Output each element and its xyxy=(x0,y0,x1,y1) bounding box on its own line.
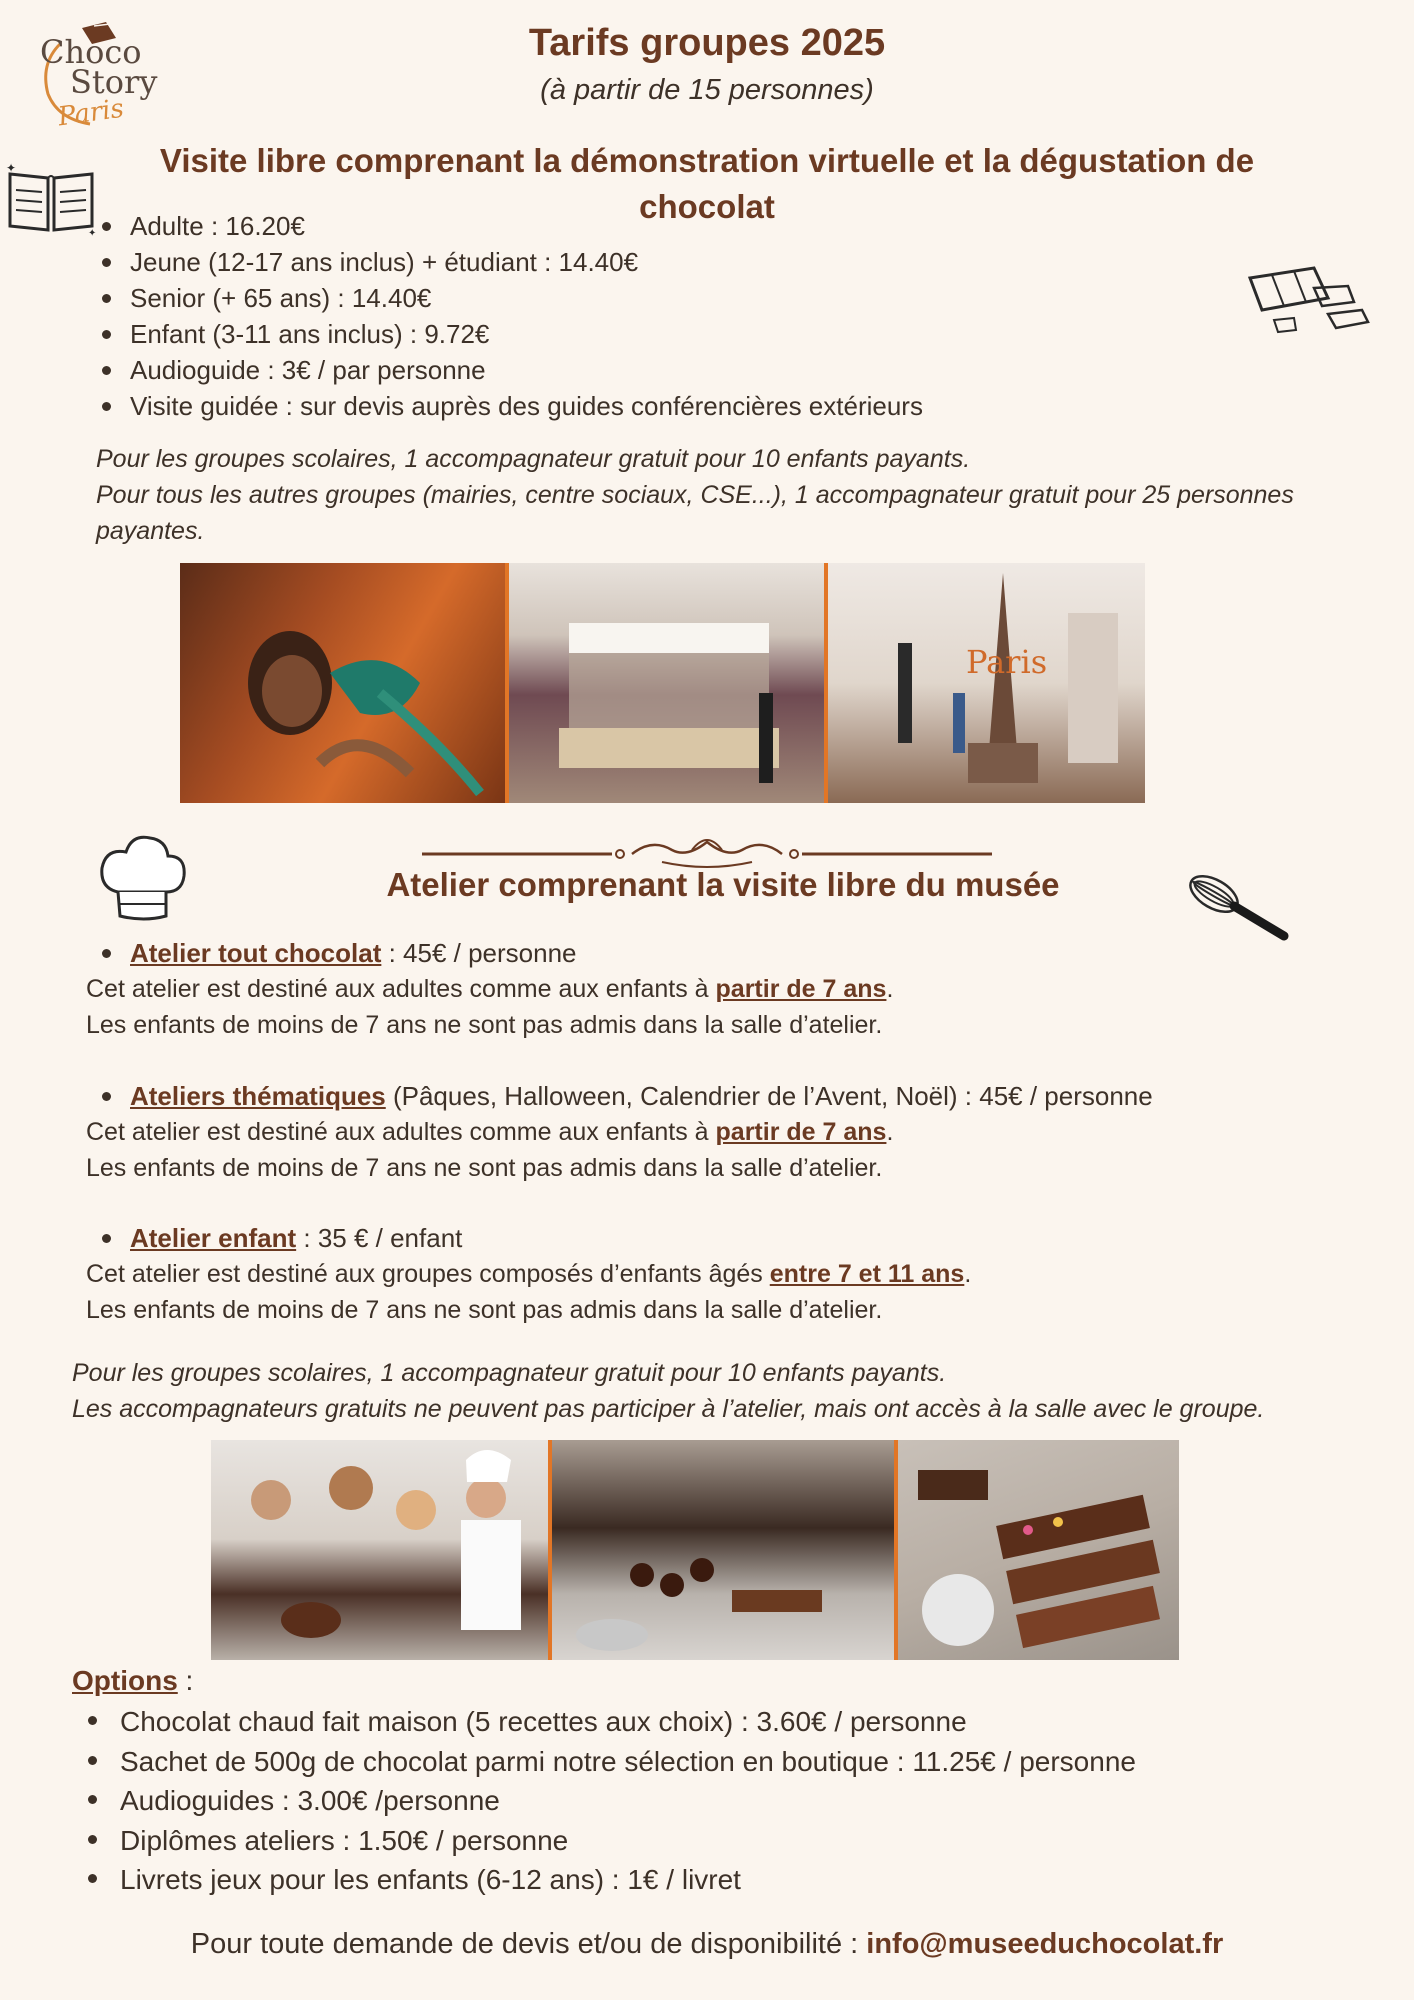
photo-museum-showcase xyxy=(509,563,824,803)
page-title: Tarifs groupes 2025 xyxy=(528,22,886,64)
atelier-item xyxy=(98,935,1366,971)
list-item: Visite guidée : sur devis auprès des guides conférencières extérieurs xyxy=(98,388,1198,424)
atelier-name: Atelier enfant xyxy=(130,1223,297,1253)
visite-heading-line2: chocolat xyxy=(639,188,775,225)
footer-text: Pour toute demande de devis et/ou de disponibilité : xyxy=(190,1928,867,1960)
atelier-desc-age: partir de 7 ans xyxy=(715,1118,887,1146)
contact-email-link[interactable]: info@museeduchocolat.fr xyxy=(866,1928,1224,1960)
visite-note-scolaire: Pour les groupes scolaires, 1 accompagnateur gratuit pour 10 enfants payants. xyxy=(96,445,971,473)
atelier-desc-end: . xyxy=(964,1260,972,1288)
atelier-photo-strip xyxy=(211,1440,1179,1660)
atelier-rule: Les enfants de moins de 7 ans ne sont pas admis dans la salle d’atelier. xyxy=(86,1011,883,1039)
list-item: Chocolat chaud fait maison (5 recettes aux choix) : 3.60€ / personne xyxy=(84,1702,1384,1742)
atelier-heading: Atelier comprenant la visite libre du musée xyxy=(386,866,1060,903)
atelier-price: : 35 € / enfant xyxy=(296,1223,463,1253)
atelier-block-3 xyxy=(86,1220,1366,1328)
visite-note-groupes: Pour tous les autres groupes (mairies, centre sociaux, CSE...), 1 accompagnateur gratuit pour 25 personnes payantes. xyxy=(96,481,1294,545)
page-subtitle: (à partir de 15 personnes) xyxy=(540,74,874,106)
atelier-desc xyxy=(86,1256,1366,1292)
list-item: Diplômes ateliers : 1.50€ / personne xyxy=(84,1821,1384,1861)
atelier-desc-text: Cet atelier est destiné aux adultes comme aux enfants à xyxy=(86,1118,716,1146)
atelier-desc-text: Cet atelier est destiné aux groupes composés d’enfants âgés xyxy=(86,1260,770,1288)
list-item: Livrets jeux pour les enfants (6-12 ans) : 1€ / livret xyxy=(84,1860,1384,1900)
photo-chocolate-bars xyxy=(898,1440,1179,1660)
photo-atelier-team xyxy=(211,1440,548,1660)
atelier-block-1 xyxy=(86,935,1366,1043)
list-item: Audioguide : 3€ / par personne xyxy=(98,352,1198,388)
photo-child-bird xyxy=(180,563,505,803)
chocolate-bar-icon xyxy=(1244,258,1374,343)
atelier-desc-age: entre 7 et 11 ans xyxy=(769,1260,965,1288)
options-heading xyxy=(72,1665,193,1697)
atelier-note-scolaire: Pour les groupes scolaires, 1 accompagnateur gratuit pour 10 enfants payants. xyxy=(72,1359,947,1387)
photo-chocolate-pops xyxy=(552,1440,894,1660)
visite-price-list xyxy=(98,208,1198,424)
list-item: Audioguides : 3.00€ /personne xyxy=(84,1781,1384,1821)
atelier-name: Atelier tout chocolat xyxy=(130,938,382,968)
atelier-item xyxy=(98,1078,1386,1114)
footer-contact xyxy=(0,1928,1414,1961)
atelier-block-2 xyxy=(86,1078,1386,1186)
museum-photo-strip xyxy=(180,563,1145,803)
atelier-desc-end: . xyxy=(886,1118,894,1146)
atelier-rule: Les enfants de moins de 7 ans ne sont pas admis dans la salle d’atelier. xyxy=(86,1154,883,1182)
list-item: Enfant (3-11 ans inclus) : 9.72€ xyxy=(98,316,1198,352)
atelier-desc-age: partir de 7 ans xyxy=(715,975,887,1003)
list-item: Jeune (12-17 ans inclus) + étudiant : 14.40€ xyxy=(98,244,1198,280)
svg-text:✦: ✦ xyxy=(88,228,97,239)
list-item: Sachet de 500g de chocolat parmi notre sélection en boutique : 11.25€ / personne xyxy=(84,1742,1384,1782)
visite-heading-line1: Visite libre comprenant la démonstration virtuelle et la dégustation de xyxy=(159,142,1255,179)
svg-text:✦: ✦ xyxy=(6,161,17,175)
options-list xyxy=(84,1702,1384,1900)
list-item: Adulte : 16.20€ xyxy=(98,208,1198,244)
logo-text-story: Story xyxy=(70,63,158,101)
atelier-rule: Les enfants de moins de 7 ans ne sont pas admis dans la salle d’atelier. xyxy=(86,1296,883,1324)
atelier-desc xyxy=(86,971,1366,1007)
atelier-price: : 45€ / personne xyxy=(381,938,577,968)
atelier-name: Ateliers thématiques xyxy=(130,1081,386,1111)
list-item: Senior (+ 65 ans) : 14.40€ xyxy=(98,280,1198,316)
logo-text-paris: Paris xyxy=(56,93,126,133)
logo-text-choco: Choco xyxy=(40,33,142,71)
atelier-desc-end: . xyxy=(886,975,894,1003)
atelier-desc-text: Cet atelier est destiné aux adultes comme aux enfants à xyxy=(86,975,716,1003)
atelier-item xyxy=(98,1220,1366,1256)
atelier-desc xyxy=(86,1114,1386,1150)
atelier-note-accompagnateurs: Les accompagnateurs gratuits ne peuvent pas participer à l’atelier, mais ont accès à la salle avec le groupe. xyxy=(72,1395,1265,1423)
book-icon xyxy=(4,160,100,245)
photo-eiffel-display xyxy=(828,563,1145,803)
atelier-price: (Pâques, Halloween, Calendrier de l’Avent, Noël) : 45€ / personne xyxy=(385,1081,1153,1111)
photo-paris-sign: Paris xyxy=(966,643,1048,681)
options-colon: : xyxy=(177,1665,194,1696)
options-label: Options xyxy=(72,1665,178,1696)
